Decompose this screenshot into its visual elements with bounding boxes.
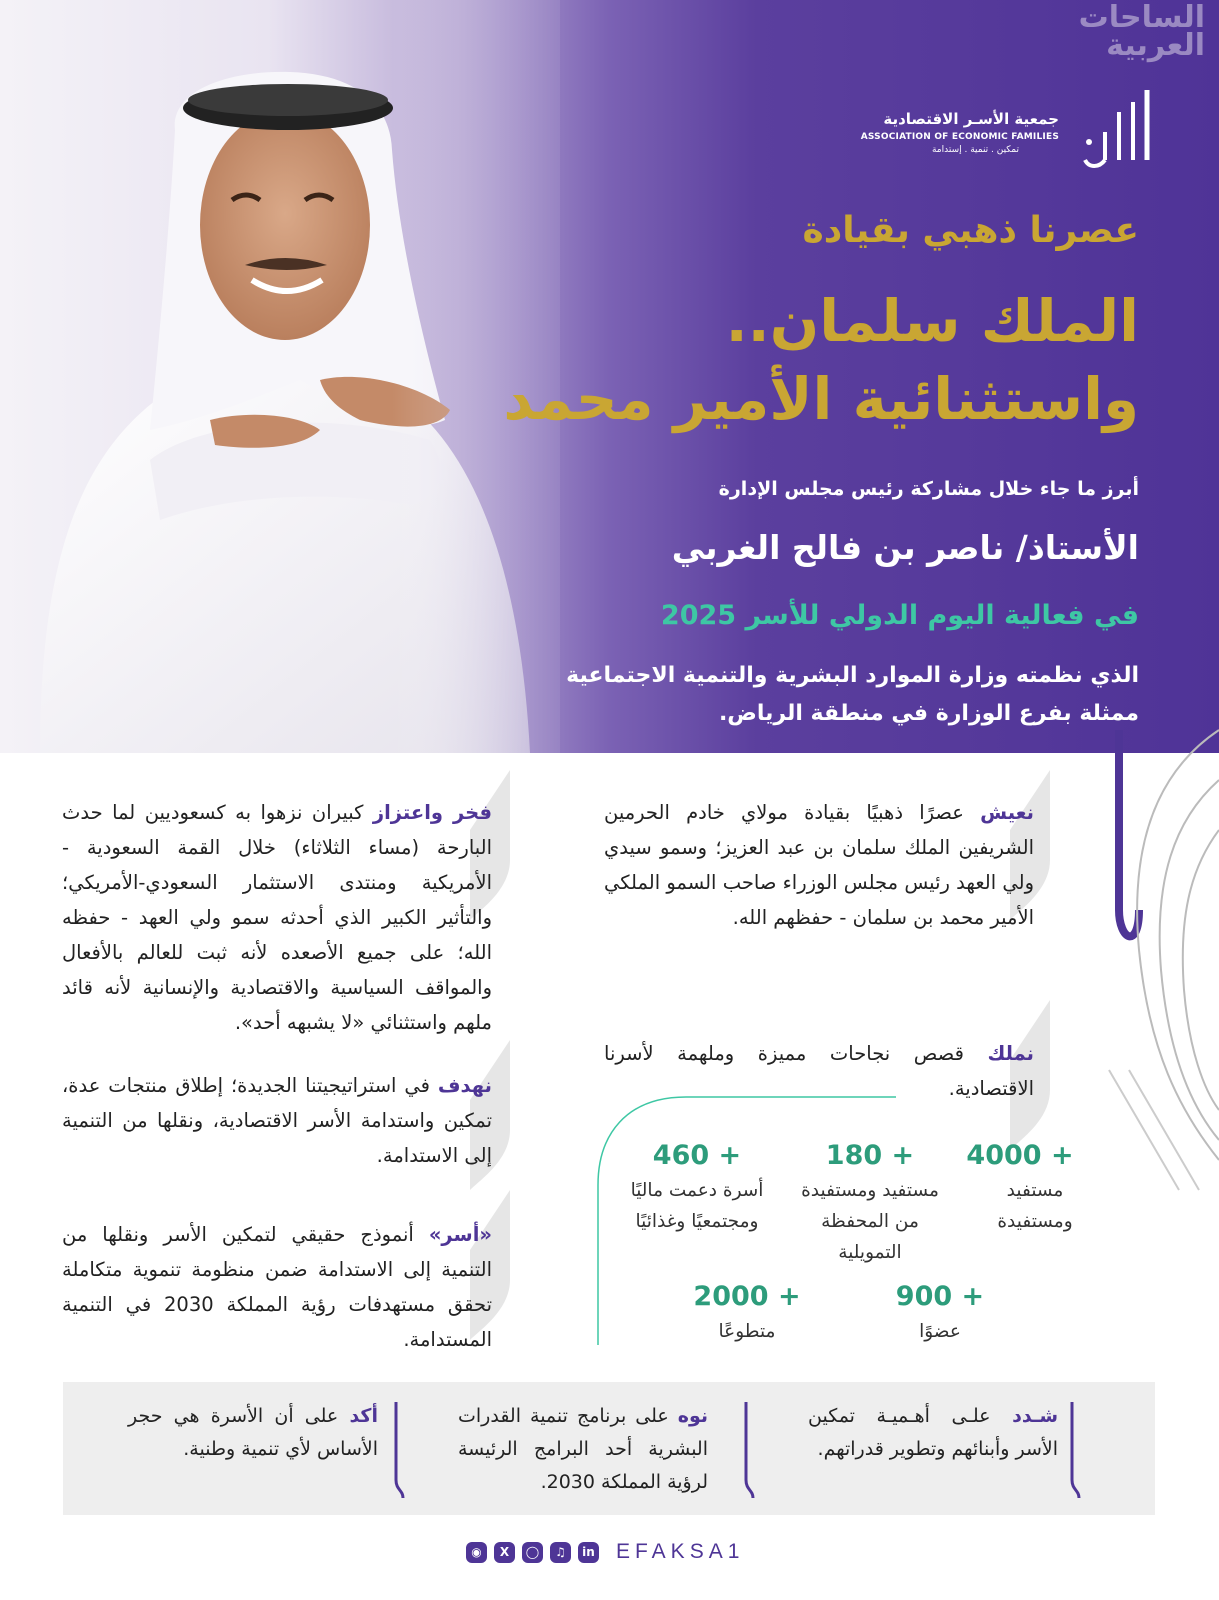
logo-name-en: ASSOCIATION OF ECONOMIC FAMILIES	[860, 132, 1059, 142]
instagram-icon[interactable]: ◯	[522, 1542, 543, 1563]
hero-banner	[0, 0, 1219, 753]
lead-word: نهدف	[437, 1074, 492, 1097]
stat-supported-families: 460 + أسرة دعمت ماليًا ومجتمعيًا وغذائيًا	[630, 1140, 764, 1232]
linkedin-icon[interactable]: in	[578, 1542, 599, 1563]
headline-line-1: الملك سلمان..	[725, 287, 1139, 355]
lead-word: نعيش	[980, 801, 1034, 824]
headline-line-2: واستثنائية الأمير محمد	[503, 365, 1139, 433]
paragraph-asr-model: «أسر» أنموذج حقيقي لتمكين الأسر ونقلها من التنمية إلى الاستدامة ضمن منظومة تنموية متكاملة تحقق مستهدفات رؤية المملكة 2030 في التنمية المستدامة.	[62, 1223, 492, 1351]
decorative-ribbons	[1099, 690, 1219, 1230]
tiktok-icon[interactable]: ♫	[550, 1542, 571, 1563]
point-confirmed: أكد على أن الأسرة هي حجر الأساس لأي تنمية وطنية.	[128, 1405, 378, 1460]
logo-tagline: تمكين . تنمية . إستدامة	[931, 145, 1019, 155]
intro-text: أبرز ما جاء خلال مشاركة رئيس مجلس الإدارة	[718, 478, 1139, 500]
x-icon[interactable]: X	[494, 1542, 515, 1563]
asr-logo-icon	[1069, 82, 1159, 172]
logo-name-ar: جمعية الأسـر الاقتصادية	[883, 110, 1059, 128]
snapchat-icon[interactable]: ◉	[466, 1542, 487, 1563]
bracket-icon	[1069, 1400, 1083, 1500]
point-noted: نوه على برنامج تنمية القدرات البشرية أحد البرامج الرئيسة لرؤية المملكة 2030.	[458, 1405, 708, 1493]
headline-small: عصرنا ذهبي بقيادة	[802, 210, 1139, 251]
stat-volunteers: 2000 + متطوعًا	[693, 1281, 801, 1342]
lead-word: فخر واعتزاز	[372, 801, 492, 824]
paragraph-golden-era: نعيش عصرًا ذهبيًا بقيادة مولاي خادم الحرمين الشريفين الملك سلمان بن عبد العزيز؛ وسمو سيدي ولي العهد رئيس مجلس الوزراء صاحب السمو الملكي الأمير محمد بن سلمان - حفظهم الله.	[604, 801, 1034, 929]
portrait-image	[0, 0, 560, 753]
key-points-bar	[63, 1382, 1155, 1515]
social-footer	[466, 1534, 744, 1570]
paragraph-pride: فخر واعتزاز كبيران نزهوا به كسعوديين لما حدث البارحة (مساء الثلاثاء) خلال القمة السعودية - الأمريكية ومنتدى الاستثمار السعودي-الأمريكي؛ والتأثير الكبير الذي أحدثه سمو ولي العهد - حفظه الله؛ على جميع الأصعده لأنه ثبت للعالم بالأفعال والمواقف السياسية والاقتصادية والإنسانية لأنه قائد ملهم واستثنائي «لا يشبهه أحد».	[62, 801, 492, 1034]
lead-word: نملك	[987, 1042, 1034, 1065]
social-handle[interactable]: EFAKSA1	[616, 1540, 745, 1563]
event-title: في فعالية اليوم الدولي للأسر 2025	[660, 600, 1139, 631]
headline-main	[503, 282, 1139, 438]
speaker-name: الأستاذ/ ناصر بن فالح الغربي	[671, 528, 1139, 567]
association-logo	[859, 82, 1159, 172]
bracket-icon	[743, 1400, 757, 1500]
bracket-icon	[393, 1400, 407, 1500]
stat-financing: 180 + مستفيد ومستفيدة من المحفظة التمويلية	[801, 1140, 939, 1263]
stat-members: 900 + عضوًا	[895, 1281, 985, 1342]
stat-beneficiaries: 4000 + مستفيد ومستفيدة	[966, 1140, 1074, 1232]
point-emphasized: شـدد علـى أهـميـة تمكين الأسر وأبنائهم وتطوير قدراتهم.	[808, 1405, 1058, 1460]
paragraph-success-stories: نملك قصص نجاحات مميزة وملهمة لأسرنا الاقتصادية.	[604, 1042, 1034, 1100]
watermark: الساحات العربية	[1078, 0, 1205, 63]
lead-word: «أسر»	[428, 1223, 492, 1246]
paragraph-strategy: نهدف في استراتيجيتنا الجديدة؛ إطلاق منتجات عدة، تمكين واستدامة الأسر الاقتصادية، ونقلها من التنمية إلى الاستدامة.	[62, 1074, 492, 1167]
event-subtitle: الذي نظمته وزارة الموارد البشرية والتنمية الاجتماعية ممثلة بفرع الوزارة في منطقة الرياض.	[566, 663, 1139, 726]
